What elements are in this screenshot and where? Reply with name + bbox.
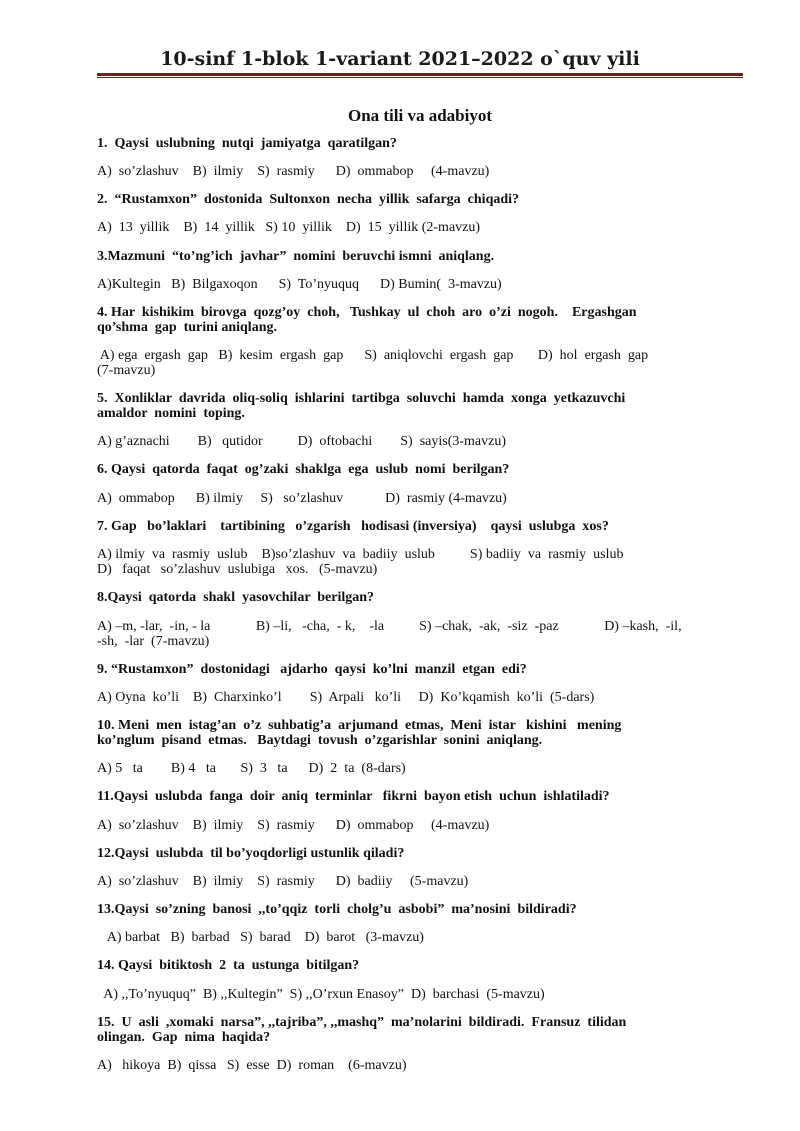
question-4-text-cont: qo’shma gap turini aniqlang. bbox=[97, 320, 277, 335]
question-13-text: 13.Qaysi so’zning banosi ,,to’qqiz torli cholg’u asbobi” ma’nosini bildiradi? bbox=[97, 902, 577, 917]
question-4-text: 4. Har kishikim birovga qozg’oy choh, Tushkay ul choh aro o’zi nogoh. Ergashgan bbox=[97, 305, 637, 320]
question-15-answers: A) hikoya B) qissa S) esse D) roman (6-mavzu) bbox=[97, 1058, 407, 1073]
header-rule-thick bbox=[97, 73, 743, 76]
question-15-text-cont: olingan. Gap nima haqida? bbox=[97, 1030, 271, 1045]
question-6-answers: A) ommabop B) ilmiy S) so’zlashuv D) rasmiy (4-mavzu) bbox=[97, 491, 507, 506]
question-2-text: 2. “Rustamxon” dostonida Sultonxon necha yillik safarga chiqadi? bbox=[97, 192, 520, 207]
question-4-answers-cont: (7-mavzu) bbox=[97, 363, 156, 378]
question-1-answers: A) so’zlashuv B) ilmiy S) rasmiy D) ommabop (4-mavzu) bbox=[97, 164, 490, 179]
question-11-text: 11.Qaysi uslubda fanga doir aniq terminlar fikrni bayon etish uchun ishlatiladi? bbox=[97, 789, 610, 804]
question-8-text: 8.Qaysi qatorda shakl yasovchilar berilgan? bbox=[97, 590, 375, 605]
question-10-answers: A) 5 ta B) 4 ta S) 3 ta D) 2 ta (8-dars) bbox=[97, 761, 406, 776]
question-3-text: 3.Mazmuni “to’ng’ich javhar” nomini beruvchi ismni aniqlang. bbox=[97, 249, 495, 264]
header-rule-thin bbox=[97, 77, 743, 78]
question-9-text: 9. “Rustamxon” dostonidagi ajdarho qaysi ko’lni manzil etgan edi? bbox=[97, 662, 527, 677]
question-11-answers: A) so’zlashuv B) ilmiy S) rasmiy D) ommabop (4-mavzu) bbox=[97, 818, 490, 833]
question-14-answers: A) ,,To’nyuquq” B) ,,Kultegin” S) ,,O’rxun Enasoy” D) barchasi (5-mavzu) bbox=[97, 987, 545, 1002]
question-5-answers: A) g’aznachi B) qutidor D) oftobachi S) sayis(3-mavzu) bbox=[97, 434, 507, 449]
question-8-answers-cont: -sh, -lar (7-mavzu) bbox=[97, 634, 210, 649]
question-10-text-cont: ko’nglum pisand etmas. Baytdagi tovush o’zgarishlar sonini aniqlang. bbox=[97, 733, 543, 748]
question-5-text-cont: amaldor nomini toping. bbox=[97, 406, 245, 421]
question-7-answers-cont: D) faqat so’zlashuv uslubiga xos. (5-mavzu) bbox=[97, 562, 378, 577]
question-6-text: 6. Qaysi qatorda faqat og’zaki shaklga ega uslub nomi berilgan? bbox=[97, 462, 510, 477]
subject-title: Ona tili va adabiyot bbox=[347, 106, 493, 125]
question-12-text: 12.Qaysi uslubda til bo’yoqdorligi ustunlik qiladi? bbox=[97, 846, 405, 861]
question-12-answers: A) so’zlashuv B) ilmiy S) rasmiy D) badiiy (5-mavzu) bbox=[97, 874, 469, 889]
question-2-answers: A) 13 yillik B) 14 yillik S) 10 yillik D) 15 yillik (2-mavzu) bbox=[97, 220, 481, 235]
question-4-answers: A) ega ergash gap B) kesim ergash gap S) aniqlovchi ergash gap D) hol ergash gap bbox=[97, 348, 649, 363]
question-3-answers: A)Kultegin B) Bilgaxoqon S) To’nyuquq D) Bumin( 3-mavzu) bbox=[97, 277, 502, 292]
question-14-text: 14. Qaysi bitiktosh 2 ta ustunga bitilgan? bbox=[97, 958, 360, 973]
question-7-answers: A) ilmiy va rasmiy uslub B)so’zlashuv va badiiy uslub S) badiiy va rasmiy uslub bbox=[97, 547, 624, 562]
page-header: 10-sinf 1-blok 1-variant 2021–2022 o`quv yili bbox=[160, 48, 640, 70]
question-15-text: 15. U asli ,xomaki narsa”, ,,tajriba”, ,,mashq” ma’nolarini bildiradi. Fransuz tilidan bbox=[97, 1015, 627, 1030]
question-5-text: 5. Xonliklar davrida oliq-soliq ishlarini tartibga soluvchi hamda xonga yetkazuvchi bbox=[97, 391, 626, 406]
question-9-answers: A) Oyna ko’li B) Charxinko’l S) Arpali ko’li D) Ko’kqamish ko’li (5-dars) bbox=[97, 690, 595, 705]
question-10-text: 10. Meni men istag’an o’z suhbatig’a arjumand etmas, Meni istar kishini mening bbox=[97, 718, 622, 733]
question-1-text: 1. Qaysi uslubning nutqi jamiyatga qaratilgan? bbox=[97, 136, 397, 151]
question-8-answers: A) –m, -lar, -in, - la B) –li, -cha, - k, -la S) –chak, -ak, -siz -paz D) –kash, -il, bbox=[97, 619, 682, 634]
question-7-text: 7. Gap bo’laklari tartibining o’zgarish hodisasi (inversiya) qaysi uslubga xos? bbox=[97, 519, 609, 534]
question-13-answers: A) barbat B) barbad S) barad D) barot (3-mavzu) bbox=[97, 930, 424, 945]
